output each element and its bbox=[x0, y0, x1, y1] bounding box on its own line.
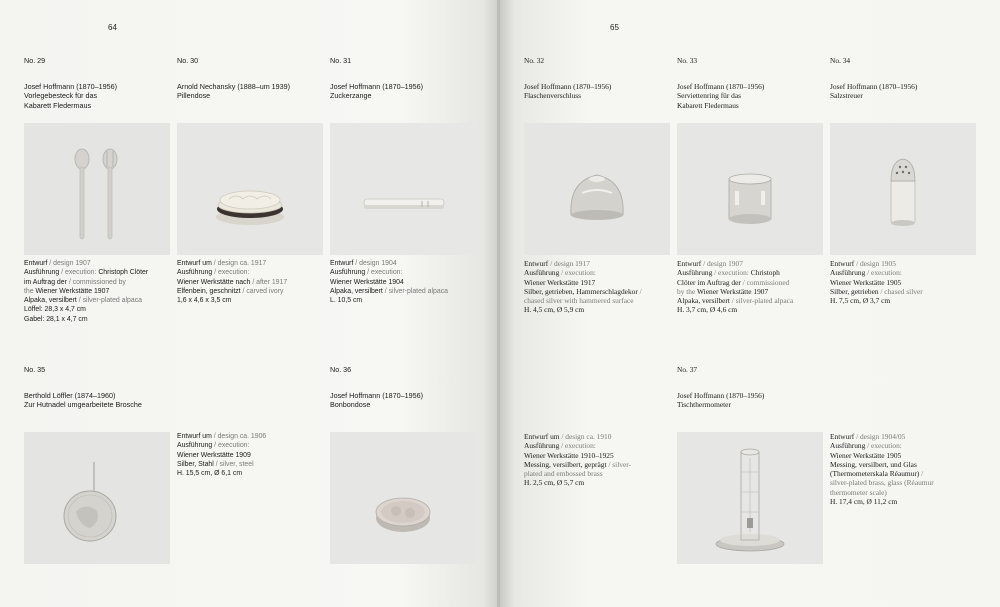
detail-en: / design ca. 1906 bbox=[211, 433, 267, 440]
bottle-stopper-image bbox=[524, 123, 670, 255]
entry-title: Salzstreuer bbox=[830, 91, 863, 101]
detail-en: / design 1905 bbox=[854, 259, 896, 268]
entry-32-header bbox=[524, 56, 672, 101]
entry-number: No. 33 bbox=[677, 56, 698, 65]
entry-34-header bbox=[830, 56, 978, 101]
detail-de: Wiener Werkstätte nach bbox=[177, 278, 251, 286]
detail-de: Entwurf bbox=[330, 260, 354, 267]
photo-hatpin-brooch bbox=[24, 432, 170, 564]
detail-en: / silver, steel bbox=[213, 460, 254, 468]
detail-en: / bbox=[637, 286, 642, 296]
photo-serving-cutlery bbox=[24, 123, 170, 255]
detail-de: Ausführung bbox=[830, 268, 866, 278]
photo-napkin-ring bbox=[677, 123, 823, 255]
detail-de: Wiener Werkstätte 1907 bbox=[696, 286, 769, 296]
entry-artist: Berthold Löffler (1874–1960) bbox=[24, 390, 116, 400]
detail-de: Wiener Werkstätte 1907 bbox=[35, 287, 110, 295]
detail-de: Christoph Clöter bbox=[98, 269, 149, 277]
detail-de: Entwurf um bbox=[177, 433, 212, 440]
detail-en: / chased silver bbox=[878, 286, 923, 296]
detail-de: Ausführung bbox=[177, 269, 213, 277]
photo-table-thermometer bbox=[677, 432, 823, 564]
detail-dimensions: H. 2,5 cm, Ø 5,7 cm bbox=[524, 478, 585, 488]
salt-shaker-image bbox=[830, 123, 976, 255]
detail-en: / execution: bbox=[559, 441, 596, 451]
detail-dimensions: Gabel: 28,1 x 4,7 cm bbox=[24, 315, 88, 323]
page-number-left: 64 bbox=[108, 23, 117, 32]
entry-title: Flaschenverschluss bbox=[524, 91, 582, 101]
table-thermometer-image bbox=[677, 432, 823, 564]
detail-de: Alpaka, versilbert bbox=[24, 297, 77, 305]
napkin-ring-image bbox=[677, 123, 823, 255]
page-number-right: 65 bbox=[610, 23, 619, 32]
detail-dimensions: L. 10,5 cm bbox=[330, 297, 363, 305]
detail-en: / execution: bbox=[865, 268, 902, 278]
detail-dimensions: H. 4,5 cm, Ø 5,9 cm bbox=[524, 305, 585, 315]
detail-de: im Auftrag der bbox=[24, 278, 67, 286]
entry-artist: Arnold Nechansky (1888–um 1939) bbox=[177, 81, 291, 91]
detail-en: / design 1907 bbox=[47, 260, 91, 267]
entry-artist: Josef Hoffmann (1870–1956) bbox=[677, 81, 765, 91]
entry-29-details bbox=[24, 259, 174, 324]
detail-en: thermometer scale) bbox=[830, 487, 887, 497]
detail-de: Messing, versilbert, geprägt bbox=[524, 459, 607, 469]
detail-de: Christoph bbox=[750, 268, 780, 278]
entry-number: No. 34 bbox=[830, 56, 851, 65]
hatpin-brooch-image bbox=[24, 432, 170, 564]
detail-dimensions: H. 3,7 cm, Ø 4,6 cm bbox=[677, 305, 738, 315]
detail-en: chased silver with hammered surface bbox=[524, 296, 634, 306]
entry-title: Kabarett Fledermaus bbox=[24, 100, 92, 110]
detail-en: / design ca. 1910 bbox=[559, 432, 612, 441]
detail-de: Wiener Werkstätte 1905 bbox=[830, 277, 902, 287]
detail-de: Wiener Werkstätte 1904 bbox=[330, 278, 404, 286]
detail-de: Elfenbein, geschnitzt bbox=[177, 287, 241, 295]
detail-de: Silber, Stahl bbox=[177, 460, 214, 468]
detail-en: / design ca. 1917 bbox=[211, 260, 267, 267]
entry-number: No. 36 bbox=[330, 365, 352, 374]
entry-artist: Josef Hoffmann (1870–1956) bbox=[524, 81, 612, 91]
detail-de: Wiener Werkstätte 1909 bbox=[177, 451, 251, 459]
entry-30-header bbox=[177, 56, 322, 101]
entry-artist: Josef Hoffmann (1870–1956) bbox=[330, 81, 423, 91]
entry-title: Vorlegebesteck für das bbox=[24, 91, 98, 101]
detail-de: Silber, getrieben bbox=[830, 286, 879, 296]
detail-de: Entwurf um bbox=[524, 432, 560, 441]
detail-en: / silver- bbox=[606, 459, 631, 469]
detail-de: Alpaka, versilbert bbox=[677, 296, 730, 306]
entry-31-header bbox=[330, 56, 475, 101]
detail-en: / design 1904 bbox=[353, 260, 397, 267]
detail-de: Ausführung bbox=[177, 442, 213, 450]
detail-de: Entwurf bbox=[524, 259, 549, 268]
detail-de: Ausführung bbox=[330, 269, 366, 277]
photo-bonbon-box bbox=[330, 432, 476, 564]
detail-en: / carved ivory bbox=[240, 287, 284, 295]
bonbon-box-image bbox=[330, 432, 476, 564]
entry-31-details bbox=[330, 259, 480, 305]
entry-artist: Josef Hoffmann (1870–1956) bbox=[24, 81, 117, 91]
photo-salt-shaker bbox=[830, 123, 976, 255]
entry-title: Zur Hutnadel umgearbeitete Brosche bbox=[24, 400, 142, 410]
detail-en: / silver-plated alpaca bbox=[729, 296, 794, 306]
pill-box-image bbox=[177, 123, 323, 255]
entry-number: No. 31 bbox=[330, 56, 352, 65]
detail-en: / execution: bbox=[559, 268, 596, 278]
entry-29-header bbox=[24, 56, 169, 110]
detail-dimensions: H. 17,4 cm, Ø 11,2 cm bbox=[830, 497, 898, 507]
entry-number: No. 37 bbox=[677, 365, 698, 374]
detail-de: Ausführung bbox=[24, 269, 60, 277]
detail-de: Entwurf um bbox=[177, 260, 212, 267]
entry-artist: Josef Hoffmann (1870–1956) bbox=[677, 390, 765, 400]
detail-de: Silber, getrieben, Hammerschlagdekor bbox=[524, 286, 638, 296]
entry-35-details bbox=[177, 432, 327, 478]
entry-number: No. 30 bbox=[177, 56, 199, 65]
detail-de: Wiener Werkstätte 1905 bbox=[830, 450, 902, 460]
entry-30-details bbox=[177, 259, 327, 305]
right-page bbox=[500, 0, 1000, 607]
detail-en: / design 1917 bbox=[548, 259, 590, 268]
detail-en: / silver-plated alpaca bbox=[382, 287, 448, 295]
entry-35-header bbox=[24, 365, 184, 410]
detail-en: / execution: bbox=[712, 268, 751, 278]
entry-37-header bbox=[677, 365, 825, 410]
detail-en: silver-plated brass, glass (Réaumur bbox=[830, 478, 934, 488]
detail-en: / silver-plated alpaca bbox=[76, 297, 142, 305]
detail-de: Wiener Werkstätte 1917 bbox=[524, 277, 596, 287]
entry-33-header bbox=[677, 56, 825, 110]
detail-de: (Thermometerskala Réaumur) bbox=[830, 469, 920, 479]
detail-de: Alpaka, versilbert bbox=[330, 287, 383, 295]
entry-37-details bbox=[830, 432, 980, 506]
entry-number: No. 29 bbox=[24, 56, 46, 65]
serving-cutlery-image bbox=[24, 123, 170, 255]
detail-en: / commissioned bbox=[740, 277, 790, 287]
detail-de: Ausführung bbox=[830, 441, 866, 451]
entry-36-details bbox=[524, 432, 674, 488]
entry-artist: Josef Hoffmann (1870–1956) bbox=[830, 81, 918, 91]
entry-title: Kabarett Fledermaus bbox=[677, 100, 739, 110]
detail-en: / execution: bbox=[212, 269, 250, 277]
detail-de: Ausführung bbox=[524, 268, 560, 278]
photo-sugar-tongs bbox=[330, 123, 476, 255]
photo-pill-box bbox=[177, 123, 323, 255]
detail-en: / design 1904/05 bbox=[854, 432, 906, 441]
detail-dimensions: H. 7,5 cm, Ø 3,7 cm bbox=[830, 296, 891, 306]
detail-en: / design 1907 bbox=[701, 259, 743, 268]
detail-en: / commissioned by bbox=[66, 278, 126, 286]
entry-title: Zuckerzange bbox=[330, 91, 372, 101]
entry-title: Tischthermometer bbox=[677, 400, 731, 410]
entry-36-header bbox=[330, 365, 475, 410]
entry-33-details bbox=[677, 259, 827, 315]
detail-dimensions: H. 15,5 cm, Ø 6,1 cm bbox=[177, 470, 243, 478]
entry-34-details bbox=[830, 259, 980, 305]
detail-en: / bbox=[919, 469, 924, 479]
detail-dimensions: 1,6 x 4,6 x 3,5 cm bbox=[177, 297, 232, 305]
detail-de: Messing, versilbert, und Glas bbox=[830, 459, 917, 469]
detail-en: / execution: bbox=[59, 269, 99, 277]
detail-de: Ausführung bbox=[677, 268, 713, 278]
entry-title: Bonbondose bbox=[330, 400, 371, 410]
entry-number: No. 32 bbox=[524, 56, 545, 65]
entry-number: No. 35 bbox=[24, 365, 46, 374]
detail-de: Ausführung bbox=[524, 441, 560, 451]
detail-de: Wiener Werkstätte 1910–1925 bbox=[524, 450, 614, 460]
sugar-tongs-image bbox=[330, 123, 476, 255]
entry-title: Pillendose bbox=[177, 91, 211, 101]
entry-32-details bbox=[524, 259, 674, 315]
detail-en: by the bbox=[677, 286, 697, 296]
detail-de: Entwurf bbox=[677, 259, 702, 268]
detail-dimensions: Löffel: 28,3 x 4,7 cm bbox=[24, 306, 86, 314]
entry-artist: Josef Hoffmann (1870–1956) bbox=[330, 390, 423, 400]
detail-en: / execution: bbox=[365, 269, 403, 277]
detail-en: / execution: bbox=[212, 442, 250, 450]
photo-bottle-stopper bbox=[524, 123, 670, 255]
detail-de: Entwurf bbox=[830, 259, 855, 268]
entry-title: Serviettenring für das bbox=[677, 91, 742, 101]
detail-en: the bbox=[24, 287, 36, 295]
left-page bbox=[0, 0, 498, 607]
detail-en: / after 1917 bbox=[250, 278, 288, 286]
detail-de: Clöter im Auftrag der bbox=[677, 277, 741, 287]
detail-de: Entwurf bbox=[830, 432, 855, 441]
detail-en: plated and embossed brass bbox=[524, 469, 603, 479]
detail-en: / execution: bbox=[865, 441, 902, 451]
detail-de: Entwurf bbox=[24, 260, 48, 267]
